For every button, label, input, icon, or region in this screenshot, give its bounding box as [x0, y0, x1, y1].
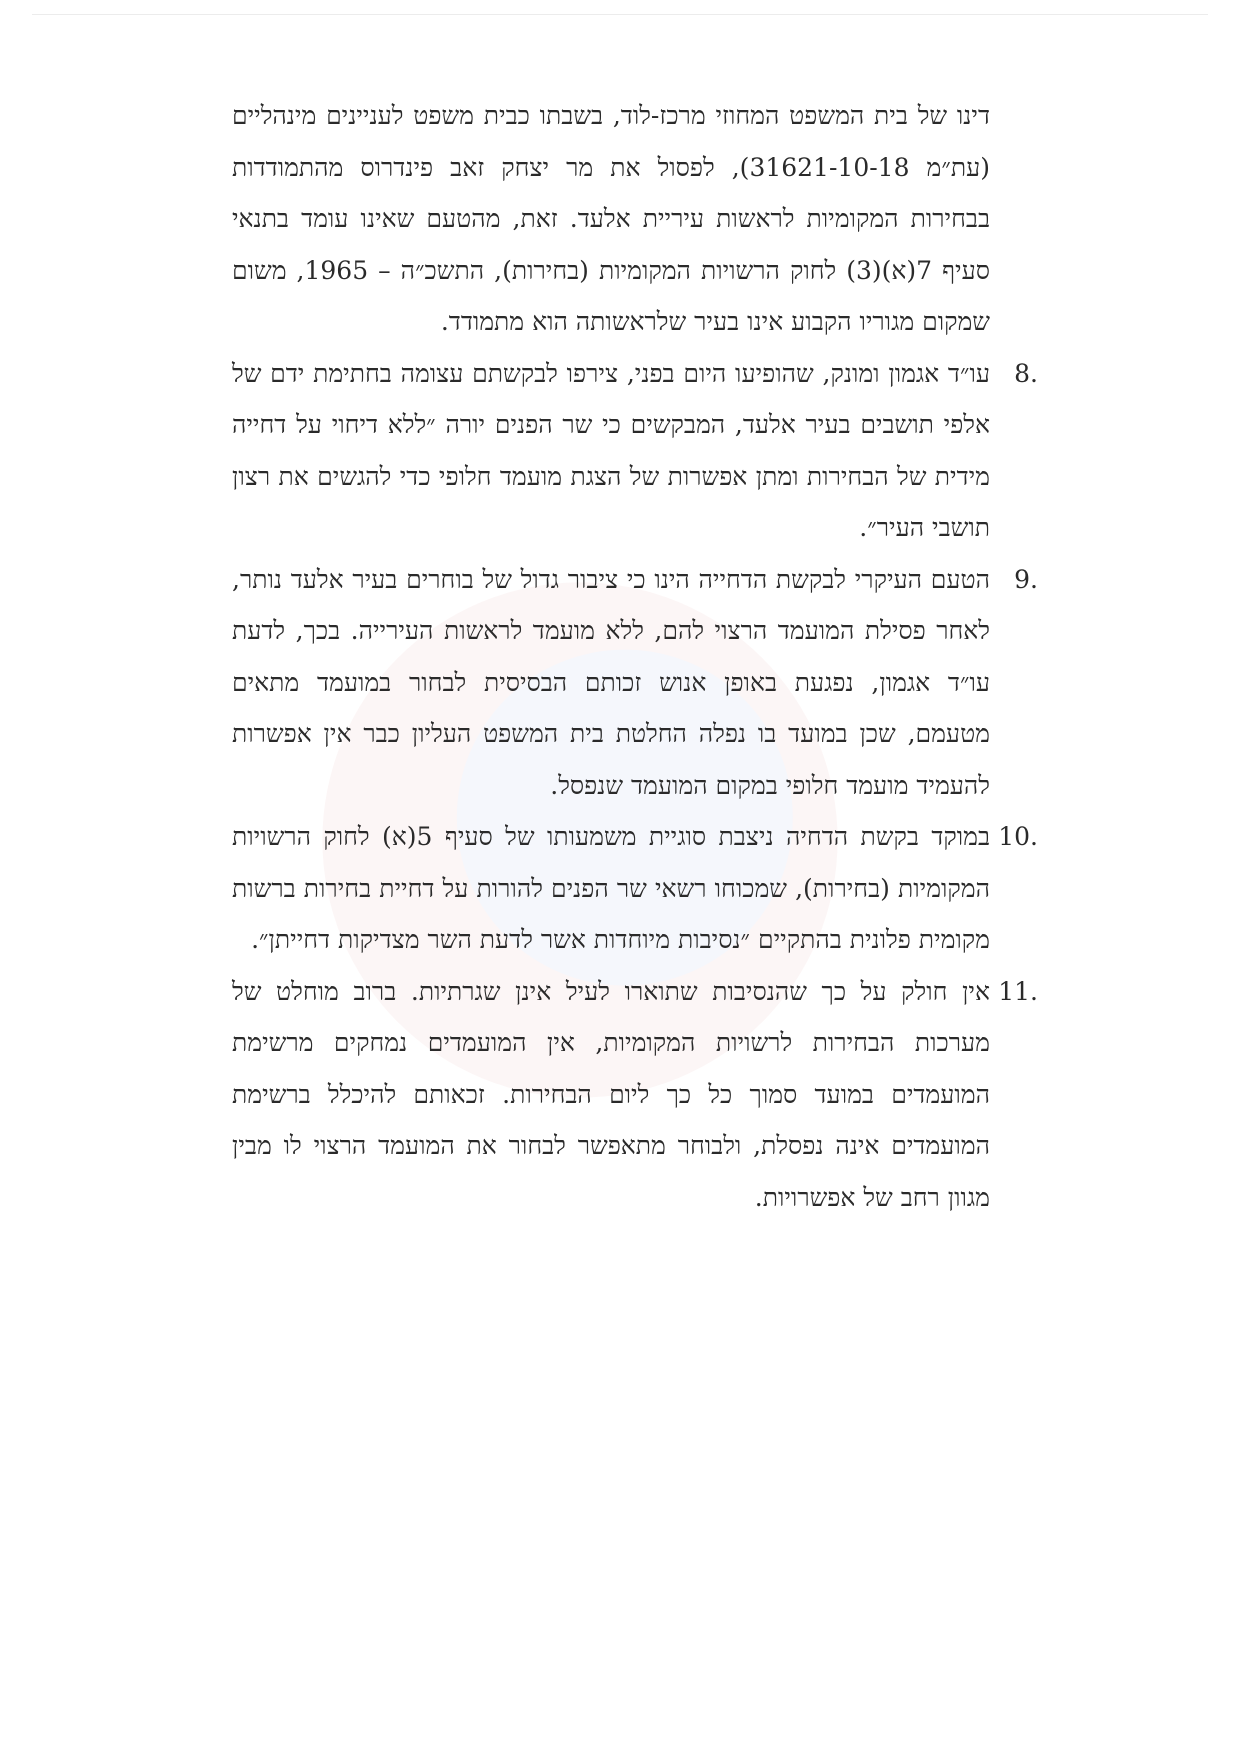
paragraph-number: 10. [998, 822, 1038, 851]
paragraph-number: 11. [998, 976, 1038, 1006]
paragraph-text: הטעם העיקרי לבקשת הדחייה הינו כי ציבור גדול של בוחרים בעיר אלעד נותר, לאחר פסילת המועמד הרצוי להם, ללא מועמד לראשות העירייה. בכך, לדעת עו״ד אגמון, נפגעת באופן אנוש זכותם הבסיסית לבחור במועמד מתאים מטעמם, שכן במועד בו נפלה החלטת בית המשפט העליון כבר אין אפשרות להעמיד מועמד חלופי במקום המועמד שנפסל. [232, 564, 990, 800]
paragraph-number: 9. [1014, 564, 1038, 594]
paragraph-10 [232, 811, 1038, 966]
paragraph-number: 8. [1014, 358, 1038, 388]
paragraph-11 [232, 966, 1038, 1224]
paragraph-text: במוקד בקשת הדחיה ניצבת סוגיית משמעותו של סעיף 5(א) לחוק הרשויות המקומיות (בחירות), שמכוחו רשאי שר הפנים להורות על דחיית בחירות ברשות מקומית פלונית בהתקיים ״נסיבות מיוחדות אשר לדעת השר מצדיקות דחייתן״. [232, 822, 990, 954]
paragraph-text: עו״ד אגמון ומונק, שהופיעו היום בפני, צירפו לבקשתם עצומה בחתימת ידם של אלפי תושבים בעיר אלעד, המבקשים כי שר הפנים יורה ״ללא דיחוי על דחייה מידית של הבחירות ומתן אפשרות של הצגת מועמד חלופי כדי להגשים את רצון תושבי העיר״. [232, 358, 990, 542]
page-top-rule [32, 14, 1208, 15]
paragraph-8 [232, 348, 1038, 554]
paragraph-text: אין חולק על כך שהנסיבות שתוארו לעיל אינן שגרתיות. ברוב מוחלט של מערכות הבחירות לרשויות המקומיות, אין המועמדים נמחקים מרשימת המועמדים במועד סמוך כל כך ליום הבחירות. זכאותם להיכלל ברשימת המועמדים אינה נפסלת, ולבוחר מתאפשר לבחור את המועמד הרצוי לו מבין מגוון רחב של אפשרויות. [232, 976, 990, 1212]
paragraph-9 [232, 554, 1038, 812]
numbered-paragraph-list [190, 348, 1038, 1224]
intro-paragraph: דינו של בית המשפט המחוזי מרכז-לוד, בשבתו כבית משפט לעניינים מינהליים (עת״מ 31621-10-18), לפסול את מר יצחק זאב פינדרוס מהתמודדות בבחירות המקומיות לראשות עיריית אלעד. זאת, מהטעם שאינו עומד בתנאי סעיף 7(א)(3) לחוק הרשויות המקומיות (בחירות), התשכ״ה – 1965, משום שמקום מגוריו הקבוע אינו בעיר שלראשותה הוא מתמודד. [232, 101, 991, 336]
document-body [190, 90, 1038, 1223]
